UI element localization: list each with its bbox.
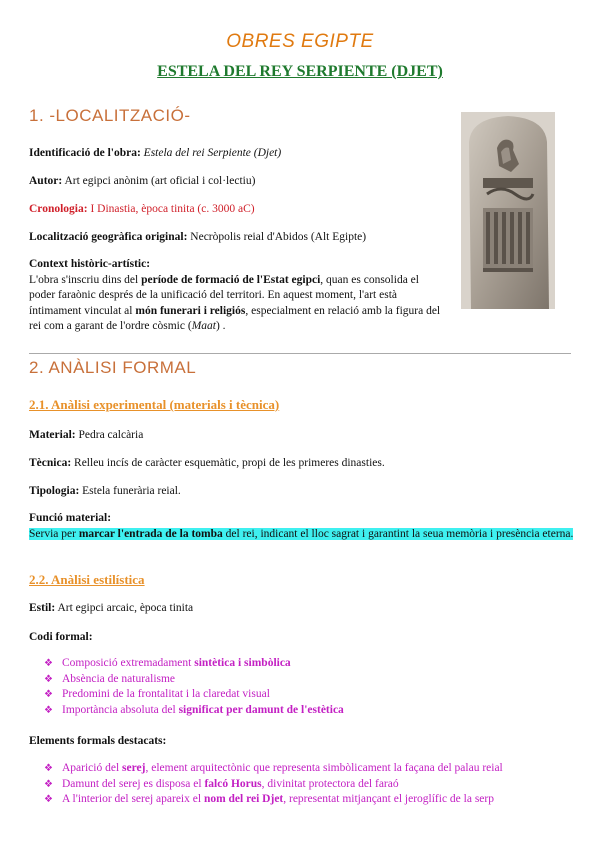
cronologia-field	[29, 202, 441, 217]
context-bold-2: món funerari i religiós	[135, 304, 246, 317]
item-text: Absència de naturalisme	[62, 672, 176, 685]
star-bullet-icon: ❖	[44, 704, 53, 716]
autor-field	[29, 174, 441, 189]
star-bullet-icon: ❖	[44, 794, 53, 805]
star-bullet-icon: ❖	[44, 689, 53, 700]
material-field	[29, 428, 574, 444]
list-item	[44, 672, 574, 688]
list-item	[44, 792, 574, 808]
item-text-2: , divinitat protectora del faraó	[261, 777, 399, 790]
section2-heading: 2. ANÀLISI FORMAL	[29, 358, 197, 377]
funcio-field	[29, 511, 574, 542]
item-bold: significat per damunt de l'estètica	[178, 703, 344, 716]
funcio-bold-1: marcar l'entrada de la tomba	[78, 527, 223, 540]
stele-image	[461, 112, 555, 309]
elements-list	[44, 761, 574, 808]
star-bullet-icon: ❖	[44, 658, 53, 669]
tecnica-field	[29, 456, 574, 472]
context-bold-1: període de formació de l'Estat egipci	[141, 273, 321, 286]
funcio-text-1: Servia per	[29, 527, 79, 540]
item-text: Composició extremadament	[62, 657, 195, 669]
item-bold: sintètica i simbòlica	[194, 657, 291, 669]
context-label: Context històric-artístic:	[29, 258, 151, 270]
codi-label	[29, 630, 574, 646]
estil-field	[29, 601, 574, 617]
estil-label: Estil:	[29, 602, 56, 614]
context-paragraph	[29, 257, 441, 335]
material-label: Material:	[29, 429, 76, 441]
item-text-2: , representat mitjançant el jeroglífic de la serp	[283, 793, 494, 805]
context-text-2: , quan es consolida el poder faraònic després de la unificació del territori. En aquest moment, l'art està íntimament vinculat al	[29, 273, 419, 317]
codi-list	[44, 656, 574, 718]
item-text: Aparició del	[62, 762, 123, 774]
tecnica-value: Relleu incís de caràcter esquemàtic, propi de les primeres dinasties.	[74, 457, 385, 469]
list-item	[44, 687, 574, 703]
list-item	[44, 761, 574, 777]
section1-heading: 1. -LOCALITZACIÓ-	[29, 106, 191, 125]
item-text: Damunt del serej es disposa el	[62, 777, 205, 790]
item-text-2: , element arquitectònic que representa simbòlicament la façana del palau reial	[145, 762, 503, 774]
cronologia-value: I Dinastia, època tinita (c. 3000 aC)	[90, 203, 255, 215]
item-text: Importància absoluta del	[62, 703, 179, 716]
tipologia-label: Tipologia:	[29, 485, 80, 497]
item-bold: serej	[122, 762, 146, 774]
identificacio-value: Estela del rei Serpiente (Djet)	[143, 147, 282, 159]
context-italic-1: Maat	[191, 320, 216, 332]
list-item	[44, 703, 574, 719]
star-bullet-icon: ❖	[44, 673, 53, 685]
localitzacio-label: Localització geogràfica original:	[29, 231, 188, 243]
star-bullet-icon: ❖	[44, 778, 53, 790]
context-text-1: L'obra s'inscriu dins del	[29, 273, 142, 286]
cronologia-label: Cronologia:	[29, 203, 88, 215]
context-text-4: ) .	[215, 320, 226, 332]
localitzacio-value: Necròpolis reial d'Abidos (Alt Egipte)	[190, 231, 367, 243]
identificacio-field	[29, 146, 441, 161]
codi-label-text: Codi formal:	[29, 631, 93, 643]
subsection-1-heading: 2.1. Anàlisi experimental (materials i tècnica)	[29, 397, 280, 412]
estil-value: Art egipci arcaic, època tinita	[57, 602, 194, 614]
elements-label-text: Elements formals destacats:	[29, 735, 167, 747]
list-item	[44, 656, 574, 672]
identificacio-label: Identificació de l'obra:	[29, 147, 141, 159]
section-divider	[29, 353, 571, 354]
localitzacio-field	[29, 230, 441, 245]
item-bold: falcó Horus	[204, 777, 262, 790]
material-value: Pedra calcària	[78, 429, 144, 441]
tipologia-field	[29, 484, 574, 500]
doc-subtitle: ESTELA DEL REY SERPIENTE (DJET)	[157, 63, 443, 80]
item-text: A l'interior del serej apareix el	[62, 793, 204, 805]
item-text: Predomini de la frontalitat i la claredat visual	[62, 688, 270, 700]
doc-title: OBRES EGIPTE	[226, 31, 374, 52]
tecnica-label: Tècnica:	[29, 457, 72, 469]
subsection-2-heading: 2.2. Anàlisi estilística	[29, 572, 145, 587]
funcio-text-2: del rei, indicant el lloc sagrat i garantint la seua memòria i presència eterna.	[222, 527, 574, 540]
tipologia-value: Estela funerària reial.	[82, 485, 181, 497]
item-bold: nom del rei Djet	[203, 793, 284, 805]
list-item	[44, 777, 574, 793]
funcio-highlighted-text	[29, 528, 573, 540]
autor-label: Autor:	[29, 175, 63, 187]
star-bullet-icon: ❖	[44, 763, 53, 774]
funcio-label: Funció material:	[29, 512, 112, 524]
elements-label	[29, 734, 574, 750]
autor-value: Art egipci anònim (art oficial i col·lectiu)	[64, 175, 256, 187]
context-text-3: , especialment en relació amb la figura del rei com a garant de l'ordre còsmic (	[29, 304, 441, 332]
